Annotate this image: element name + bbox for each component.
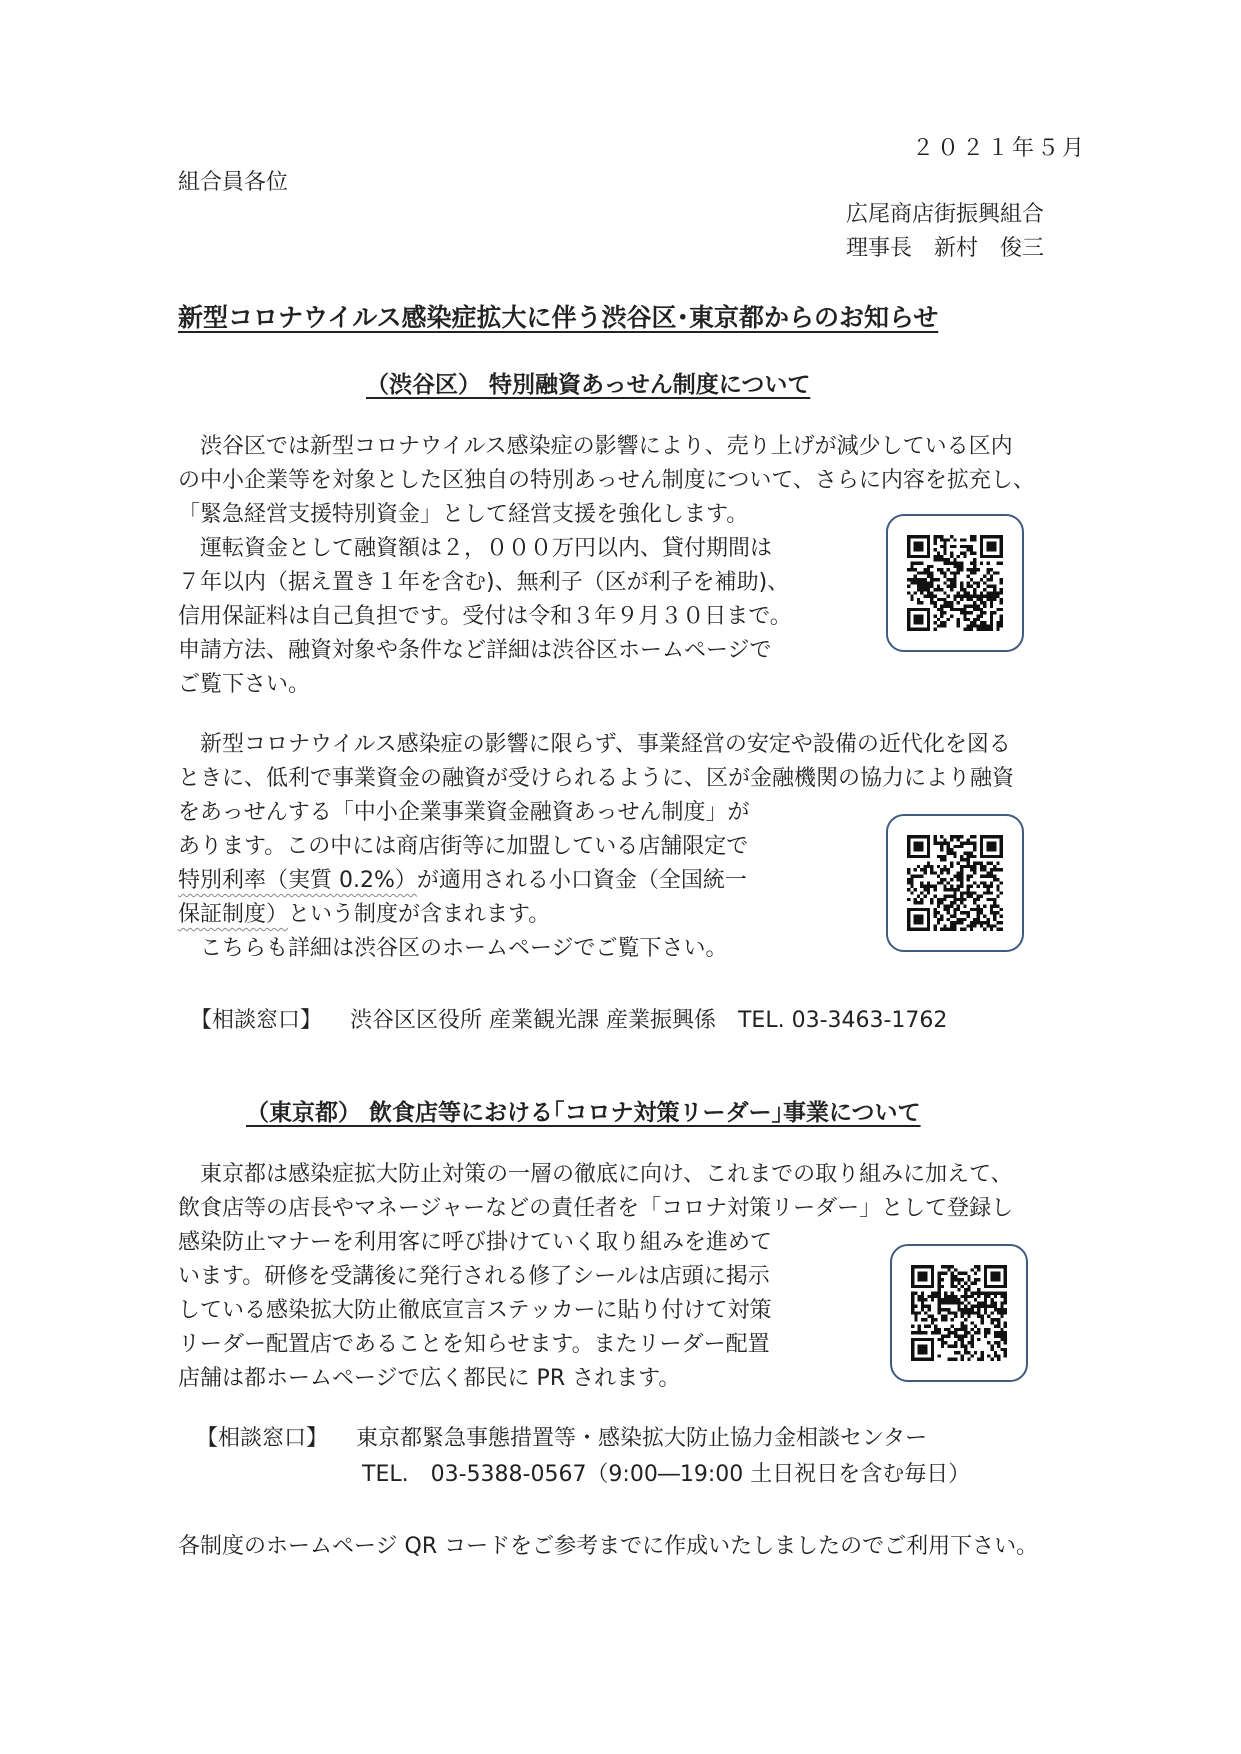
section2-contact-label: 【相談窓口】 xyxy=(196,1426,329,1451)
qr-code-shibuya-emergency[interactable] xyxy=(886,514,1024,652)
sender-org: 広尾商店街振興組合 xyxy=(846,202,1045,227)
text-line: 「緊急経営支援特別資金」として経営支援を強化します。 xyxy=(178,502,749,527)
text-line: 渋谷区では新型コロナウイルス感染症の影響により、売り上げが減少している区内 xyxy=(178,434,1013,459)
text-line: 店舗は都ホームページで広く都民に PR されます。 xyxy=(178,1366,681,1391)
text-line: あります。この中には商店街等に加盟している店舗限定で xyxy=(178,834,749,859)
text-fragment: という制度が含まれます。 xyxy=(288,902,551,927)
text-line: の中小企業等を対象とした区独自の特別あっせん制度について、さらに内容を拡充し、 xyxy=(178,468,1035,493)
footer-note: 各制度のホームページ QR コードをご参考までに作成いたしましたのでご利用下さい。 xyxy=(178,1534,1039,1559)
text-line: している感染拡大防止徹底宣言ステッカーに貼り付けて対策 xyxy=(178,1298,772,1323)
section2-heading: （東京都） 飲食店等における｢コロナ対策リーダー｣事業について xyxy=(246,1100,921,1126)
text-line: 飲食店等の店長やマネージャーなどの責任者を「コロナ対策リーダー」として登録し xyxy=(178,1196,1014,1221)
highlight-guarantee: 保証制度） xyxy=(178,902,289,927)
qr-code-tokyo-leader[interactable] xyxy=(890,1244,1028,1382)
page-title: 新型コロナウイルス感染症拡大に伴う渋谷区･東京都からのお知らせ xyxy=(178,303,939,332)
qr-code-icon xyxy=(907,835,1003,931)
section1-contact-label: 【相談窓口】 xyxy=(190,1008,323,1033)
text-line: 信用保証料は自己負担です。受付は令和３年９月３０日まで。 xyxy=(178,604,792,629)
text-line: をあっせんする「中小企業事業資金融資あっせん制度」が xyxy=(178,800,750,825)
date: ２０２１年５月 xyxy=(912,136,1088,161)
text-line: います。研修を受講後に発行される修了シールは店頭に掲示 xyxy=(178,1264,770,1289)
text-line: 運転資金として融資額は２，０００万円以内、貸付期間は xyxy=(178,536,773,561)
text-line: 感染防止マナーを利用客に呼び掛けていく取り組みを進めて xyxy=(178,1230,773,1255)
section2-contact-line1: 東京都緊急事態措置等・感染拡大防止協力金相談センター xyxy=(356,1426,928,1451)
sender-name: 理事長 新村 俊三 xyxy=(846,236,1045,261)
section1-heading: （渋谷区） 特別融資あっせん制度について xyxy=(366,372,811,398)
text-fragment: が適用される小口資金（全国統一 xyxy=(416,868,747,893)
qr-code-icon xyxy=(907,535,1003,631)
text-line: ７年以内（据え置き１年を含む)、無利子（区が利子を補助)、 xyxy=(178,570,790,595)
text-line: 東京都は感染症拡大防止対策の一層の徹底に向け、これまでの取り組みに加えて、 xyxy=(178,1162,1013,1187)
text-line: ときに、低利で事業資金の融資が受けられるように、区が金融機関の協力により融資 xyxy=(178,766,1015,791)
recipient: 組合員各位 xyxy=(178,170,289,195)
text-line: ご覧下さい。 xyxy=(178,672,311,697)
section2-contact-line2: TEL. 03-5388-0567（9:00―19:00 土日祝日を含む毎日） xyxy=(362,1462,971,1487)
text-line: リーダー配置店であることを知らせます。またリーダー配置 xyxy=(178,1332,770,1357)
section2-paragraph xyxy=(178,1158,1013,1396)
text-line: 新型コロナウイルス感染症の影響に限らず、事業経営の安定や設備の近代化を図る xyxy=(178,732,1011,757)
text-line: 申請方法、融資対象や条件など詳細は渋谷区ホームページで xyxy=(178,638,772,663)
section1-contact: 渋谷区区役所 産業観光課 産業振興係 TEL. 03-3463-1762 xyxy=(350,1008,948,1033)
text-line: こちらも詳細は渋谷区のホームページでご覧下さい。 xyxy=(178,936,728,961)
highlight-special-rate: 特別利率（実質 0.2%） xyxy=(178,868,417,893)
qr-code-icon xyxy=(911,1265,1007,1361)
qr-code-shibuya-loan[interactable] xyxy=(886,814,1024,952)
